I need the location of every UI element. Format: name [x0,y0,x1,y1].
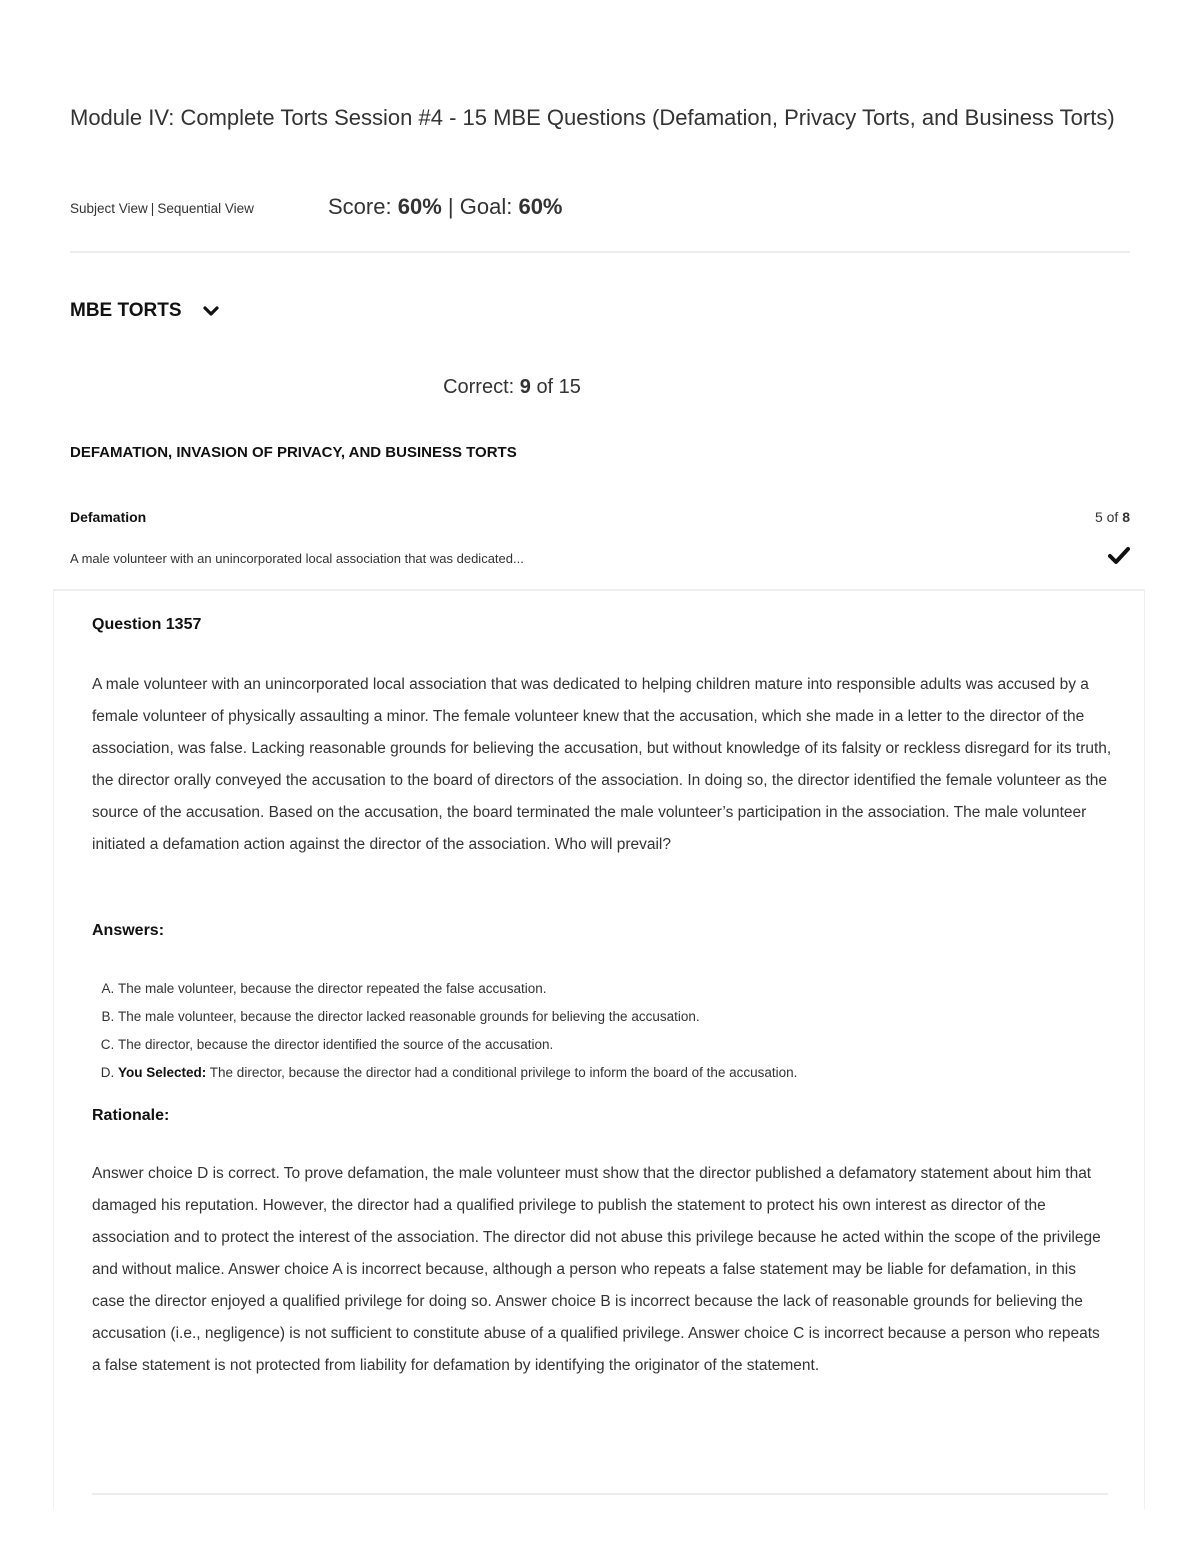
answers-heading: Answers: [92,922,165,939]
answer-text: The director, because the director identified the source of the accusation. [118,1037,554,1052]
position-prefix: 5 of [1094,509,1119,525]
score-label: Score: [328,194,392,219]
position-total: 8 [1122,509,1130,525]
answer-option-a[interactable] [118,975,797,1003]
question-summary-row[interactable]: A male volunteer with an unincorporated local association that was dedicated... [70,551,524,566]
correct-count [0,376,1024,399]
subject-name: Defamation [70,509,147,525]
answer-text: The male volunteer, because the director lacked reasonable grounds for believing the accusation. [118,1009,700,1024]
question-number: Question 1357 [92,616,202,633]
answer-text: The male volunteer, because the director repeated the false accusation. [118,981,547,996]
answer-list [92,975,797,1087]
score-separator: | [447,194,454,219]
goal-value: 60% [518,194,563,219]
page-title: Module IV: Complete Torts Session #4 - 15 MBE Questions (Defamation, Privacy Torts, and Business Torts) [70,105,1115,130]
divider [70,251,1130,253]
divider [92,1493,1108,1495]
answer-option-d[interactable] [118,1059,797,1087]
correct-total: of 15 [536,376,581,398]
view-switcher [70,201,254,216]
section-title: MBE TORTS [70,300,182,321]
section-toggle[interactable] [70,300,219,323]
question-text: A male volunteer with an unincorporated local association that was dedicated to helping children mature into responsible adults was accused by a female volunteer of physically assaulting a minor. The female volunteer knew that the accusation, which she made in a letter to the director of the association, was false. Lacking reasonable grounds for believing the accusation, but without knowledge of its falsity or reckless disregard for its truth, the director orally conveyed the accusation to the board of directors of the association. In doing so, the director identified the female volunteer as the source of the accusation. Based on the accusation, the board terminated the male volunteer’s participation in the association. The male volunteer initiated a defamation action against the director of the association. Who will prevail? [92,676,1112,853]
answer-text: The director, because the director had a conditional privilege to inform the board of the accusation. [209,1065,798,1080]
rationale-heading: Rationale: [92,1107,170,1124]
subject-view-link[interactable]: Subject View [70,201,148,216]
score-value: 60% [397,194,442,219]
answer-option-b[interactable] [118,1003,797,1031]
category-heading: DEFAMATION, INVASION OF PRIVACY, AND BUSINESS TORTS [70,444,517,461]
score-goal [328,194,563,220]
chevron-down-icon [203,301,219,323]
answer-option-c[interactable] [118,1031,797,1059]
question-position [1095,509,1130,525]
sequential-view-link[interactable]: Sequential View [157,201,254,216]
correct-value: 9 [519,376,531,398]
correct-label: Correct: [443,376,515,398]
selected-marker: You Selected: [118,1065,207,1080]
view-separator: | [150,201,155,216]
goal-label: Goal: [459,194,513,219]
checkmark-icon [1108,546,1130,571]
rationale-text: Answer choice D is correct. To prove defamation, the male volunteer must show that the director published a defamatory statement about him that damaged his reputation. However, the director had a qualified privilege to publish the statement to protect his own interest as director of the association and to protect the interest of the association. The director did not abuse this privilege because he acted within the scope of the privilege and without malice. Answer choice A is incorrect because, although a person who repeats a false statement may be liable for defamation, in this case the director enjoyed a qualified privilege for doing so. Answer choice B is incorrect because the lack of reasonable grounds for believing the accusation (i.e., negligence) is not sufficient to constitute abuse of a qualified privilege. Answer choice C is incorrect because a person who repeats a false statement is not protected from liability for defamation by identifying the originator of the statement. [92,1165,1101,1374]
